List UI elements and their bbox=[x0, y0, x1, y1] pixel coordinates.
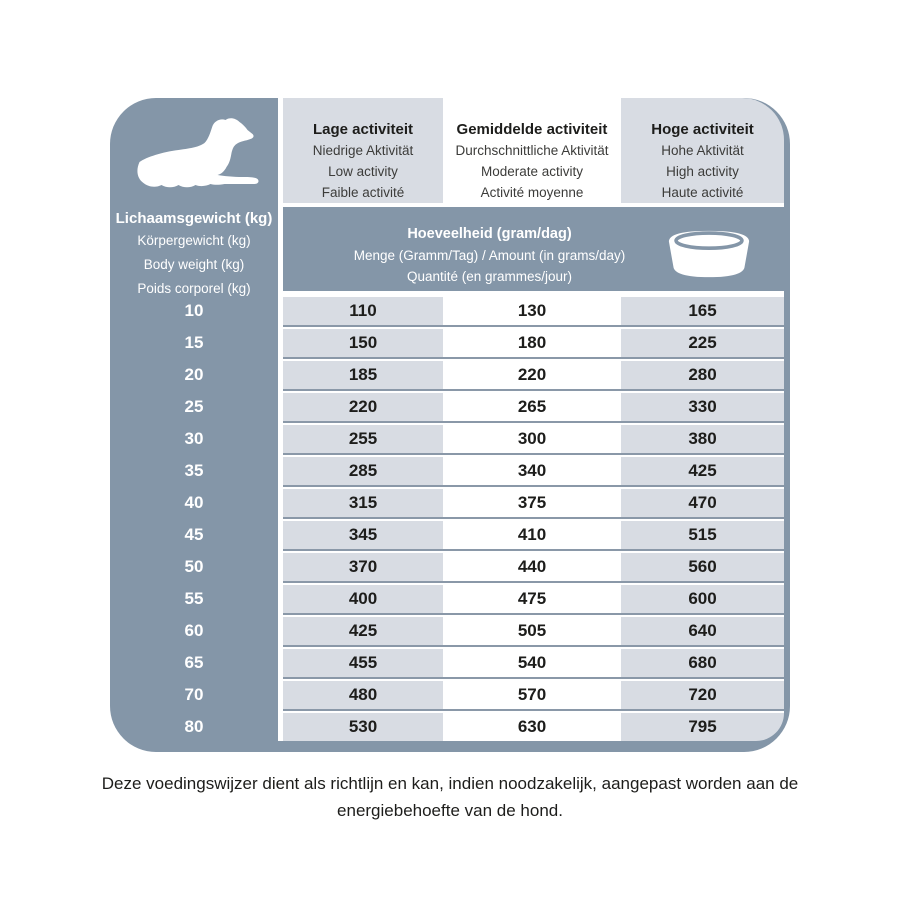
high-activity-value: 425 bbox=[621, 457, 784, 485]
weight-value: 15 bbox=[184, 333, 204, 352]
column-header-moderate-activity bbox=[443, 98, 621, 203]
table-row bbox=[110, 713, 784, 741]
high-activity-value: 640 bbox=[621, 617, 784, 645]
high-activity-value: 560 bbox=[621, 553, 784, 581]
moderate-activity-value: 300 bbox=[443, 425, 621, 453]
high-activity-line-fr: Haute activité bbox=[661, 185, 744, 200]
high-activity-value: 600 bbox=[621, 585, 784, 613]
amount-band bbox=[283, 207, 784, 301]
weight-value: 30 bbox=[184, 429, 204, 448]
moderate-activity-line-en: Moderate activity bbox=[480, 164, 584, 179]
moderate-activity-value: 505 bbox=[443, 617, 621, 645]
high-activity-value: 795 bbox=[621, 713, 784, 741]
low-activity-value: 480 bbox=[283, 681, 443, 709]
table-row bbox=[110, 457, 784, 489]
activity-header-row bbox=[110, 98, 784, 203]
table-row bbox=[110, 361, 784, 393]
moderate-activity-value: 410 bbox=[443, 521, 621, 549]
table-row bbox=[110, 681, 784, 713]
low-activity-line-de: Niedrige Aktivität bbox=[312, 143, 414, 158]
feeding-guide-panel bbox=[110, 98, 790, 752]
high-activity-value: 380 bbox=[621, 425, 784, 453]
low-activity-line-fr: Faible activité bbox=[321, 185, 405, 200]
high-activity-value: 720 bbox=[621, 681, 784, 709]
low-activity-value: 110 bbox=[283, 297, 443, 325]
column-header-high-activity bbox=[621, 98, 784, 203]
moderate-activity-value: 375 bbox=[443, 489, 621, 517]
moderate-activity-value: 475 bbox=[443, 585, 621, 613]
low-activity-value: 370 bbox=[283, 553, 443, 581]
table-row bbox=[110, 521, 784, 553]
footnote-line-2: energiebehoefte van de hond. bbox=[337, 801, 563, 820]
table-row bbox=[110, 553, 784, 585]
table-row bbox=[110, 393, 784, 425]
high-activity-value: 515 bbox=[621, 521, 784, 549]
moderate-activity-value: 220 bbox=[443, 361, 621, 389]
weight-value: 40 bbox=[184, 493, 204, 512]
high-activity-value: 330 bbox=[621, 393, 784, 421]
moderate-activity-value: 180 bbox=[443, 329, 621, 357]
low-activity-value: 220 bbox=[283, 393, 443, 421]
weight-value: 10 bbox=[184, 301, 204, 320]
amount-band-title: Hoeveelheid (gram/dag) bbox=[407, 225, 572, 242]
table-row bbox=[110, 649, 784, 681]
moderate-activity-value: 630 bbox=[443, 713, 621, 741]
moderate-activity-line-de: Durchschnittliche Aktivität bbox=[455, 143, 609, 158]
table-row bbox=[110, 329, 784, 361]
amount-band-line-fr: Quantité (en grammes/jour) bbox=[406, 268, 573, 284]
table-row bbox=[110, 617, 784, 649]
high-activity-value: 470 bbox=[621, 489, 784, 517]
high-activity-title: Hoge activiteit bbox=[651, 121, 754, 138]
dog-icon bbox=[110, 98, 278, 203]
moderate-activity-value: 130 bbox=[443, 297, 621, 325]
column-header-low-activity bbox=[283, 98, 443, 203]
table-row bbox=[110, 297, 784, 329]
moderate-activity-value: 440 bbox=[443, 553, 621, 581]
low-activity-value: 285 bbox=[283, 457, 443, 485]
high-activity-value: 680 bbox=[621, 649, 784, 677]
low-activity-value: 425 bbox=[283, 617, 443, 645]
weight-header-title: Lichaamsgewicht (kg) bbox=[115, 210, 273, 227]
moderate-activity-value: 265 bbox=[443, 393, 621, 421]
amount-band-row bbox=[110, 207, 784, 296]
weight-value: 20 bbox=[184, 365, 204, 384]
moderate-activity-value: 540 bbox=[443, 649, 621, 677]
footnote-line-1: Deze voedingswijzer dient als richtlijn en kan, indien noodzakelijk, aangepast worden aan de bbox=[101, 774, 799, 793]
low-activity-value: 150 bbox=[283, 329, 443, 357]
weight-value: 35 bbox=[184, 461, 204, 480]
low-activity-title: Lage activiteit bbox=[312, 121, 414, 138]
weight-column-header bbox=[110, 207, 278, 301]
footnote bbox=[0, 770, 900, 824]
low-activity-value: 255 bbox=[283, 425, 443, 453]
high-activity-line-en: High activity bbox=[666, 164, 739, 179]
bowl-icon bbox=[634, 226, 784, 282]
low-activity-value: 315 bbox=[283, 489, 443, 517]
low-activity-value: 530 bbox=[283, 713, 443, 741]
weight-value: 65 bbox=[184, 653, 204, 672]
weight-header-line-fr: Poids corporel (kg) bbox=[137, 281, 251, 296]
weight-value: 25 bbox=[184, 397, 204, 416]
moderate-activity-line-fr: Activité moyenne bbox=[480, 185, 584, 200]
weight-header-line-en: Body weight (kg) bbox=[143, 257, 245, 272]
low-activity-value: 185 bbox=[283, 361, 443, 389]
weight-value: 70 bbox=[184, 685, 204, 704]
moderate-activity-value: 570 bbox=[443, 681, 621, 709]
weight-value: 80 bbox=[184, 717, 204, 736]
amount-band-line-de-en: Menge (Gramm/Tag) / Amount (in grams/day) bbox=[353, 247, 626, 263]
weight-value: 45 bbox=[184, 525, 204, 544]
weight-value: 60 bbox=[184, 621, 204, 640]
table-row bbox=[110, 425, 784, 457]
weight-value: 55 bbox=[184, 589, 204, 608]
high-activity-value: 165 bbox=[621, 297, 784, 325]
table-row bbox=[110, 489, 784, 521]
weight-header-line-de: Körpergewicht (kg) bbox=[137, 233, 251, 248]
low-activity-value: 455 bbox=[283, 649, 443, 677]
amount-band-text bbox=[283, 222, 634, 287]
low-activity-line-en: Low activity bbox=[328, 164, 398, 179]
low-activity-value: 345 bbox=[283, 521, 443, 549]
high-activity-value: 225 bbox=[621, 329, 784, 357]
high-activity-line-de: Hohe Aktivität bbox=[661, 143, 744, 158]
moderate-activity-title: Gemiddelde activiteit bbox=[456, 121, 608, 138]
moderate-activity-value: 340 bbox=[443, 457, 621, 485]
high-activity-value: 280 bbox=[621, 361, 784, 389]
low-activity-value: 400 bbox=[283, 585, 443, 613]
table-row bbox=[110, 585, 784, 617]
weight-value: 50 bbox=[184, 557, 204, 576]
feeding-table-body bbox=[110, 297, 784, 741]
